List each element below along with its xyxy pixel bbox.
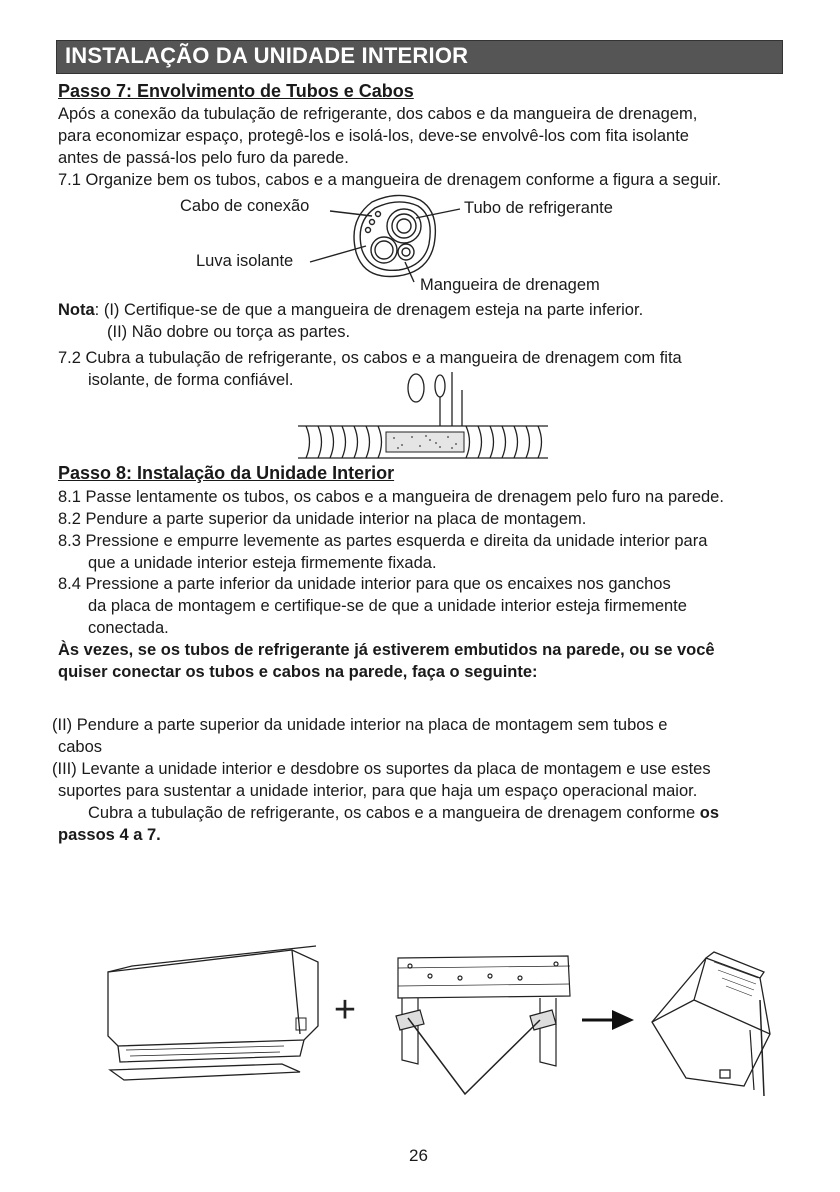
mounting-plate-drawing <box>396 956 570 1094</box>
plus-symbol: + <box>333 989 357 1031</box>
sub-ii-line-2: cabos <box>58 738 103 756</box>
tilted-indoor-unit-drawing <box>652 952 770 1096</box>
cover-text: Cubra a tubulação de refrigerante, os cabos e a mangueira de drenagem conforme <box>88 804 700 822</box>
label-refrigerant-pipe: Tubo de refrigerante <box>464 199 613 217</box>
step7-intro-line-2: para economizar espaço, protegê-los e isolá-los, deve-se envolvê-los com fita isolante <box>58 127 689 145</box>
step7-intro-line-3: antes de passá-los pelo furo da parede. <box>58 149 349 167</box>
step8-heading: Passo 8: Instalação da Unidade Interior <box>58 463 395 483</box>
step8-item-8-2: 8.2 Pendure a parte superior da unidade interior na placa de montagem. <box>58 510 587 528</box>
step8-item-8-3-line-1: 8.3 Pressione e empurre levemente as partes esquerda e direita da unidade interior para <box>58 532 708 550</box>
label-insulation-sleeve: Luva isolante <box>196 252 294 270</box>
step7-item-7-2-line-2: isolante, de forma confiável. <box>88 371 294 389</box>
step7-heading: Passo 7: Envolvimento de Tubos e Cabos <box>58 81 414 101</box>
sub-iii-line-2: suportes para sustentar a unidade interior, para que haja um espaço operacional maior. <box>58 782 698 800</box>
step7-item-7-1: 7.1 Organize bem os tubos, cabos e a mangueira de drenagem conforme a figura a seguir. <box>58 171 722 189</box>
label-connection-cable: Cabo de conexão <box>180 197 310 215</box>
sub-iii-text-1: Levante a unidade interior e desdobre os suportes da placa de montagem e use estes <box>81 760 711 778</box>
step8-item-8-1: 8.1 Passe lentamente os tubos, os cabos e a mangueira de drenagem pelo furo na parede. <box>58 488 724 506</box>
sub-iii-marker: (III) <box>52 760 77 778</box>
indoor-unit-drawing <box>108 946 318 1080</box>
page-number: 26 <box>409 1146 428 1165</box>
arrow-right-icon <box>582 1010 634 1030</box>
warning-line-2: quiser conectar os tubos e cabos na parede, faça o seguinte: <box>58 663 538 681</box>
note-label: Nota <box>58 301 95 319</box>
note-line-2: (II) Não dobre ou torça as partes. <box>107 323 351 341</box>
cover-bold-os: os <box>699 804 720 822</box>
section-title: INSTALAÇÃO DA UNIDADE INTERIOR <box>65 43 469 68</box>
step8-item-8-4-line-1: 8.4 Pressione a parte inferior da unidade interior para que os encaixes nos ganchos <box>58 575 671 593</box>
note-text-1: : (I) Certifique-se de que a mangueira de drenagem esteja na parte inferior. <box>94 301 644 319</box>
sub-ii-marker: (II) <box>52 716 73 734</box>
step8-item-8-3-line-2: que a unidade interior esteja firmemente fixada. <box>88 554 437 572</box>
step7-item-7-2-line-1: 7.2 Cubra a tubulação de refrigerante, os cabos e a mangueira de drenagem com fita <box>58 349 682 367</box>
step8-item-8-4-line-2: da placa de montagem e certifique-se de que a unidade interior esteja firmemente <box>88 597 687 615</box>
cover-line-2: passos 4 a 7. <box>58 826 161 844</box>
sub-ii-text-1: Pendure a parte superior da unidade interior na placa de montagem sem tubos e <box>76 716 668 734</box>
label-drain-hose: Mangueira de drenagem <box>420 276 600 294</box>
step8-item-8-4-line-3: conectada. <box>88 619 169 637</box>
step7-intro-line-1: Após a conexão da tubulação de refrigerante, dos cabos e da mangueira de drenagem, <box>58 105 698 123</box>
warning-line-1: Às vezes, se os tubos de refrigerante já estiverem embutidos na parede, ou se você <box>58 641 715 659</box>
